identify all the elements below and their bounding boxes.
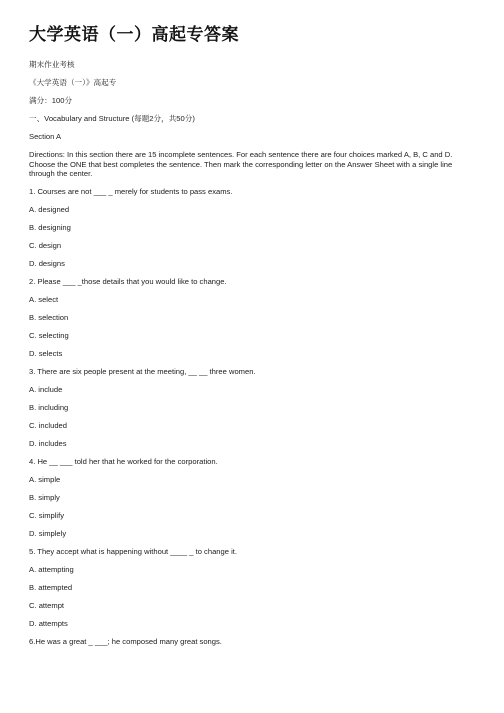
answer-option: D. attempts <box>29 619 68 628</box>
meta-line-exam: 期末作业考核 <box>29 60 75 69</box>
answer-option: A. include <box>29 385 63 394</box>
answer-option: A. simple <box>29 475 61 484</box>
answer-option: A. attempting <box>29 565 74 574</box>
question-list <box>29 187 476 647</box>
answer-option: D. designs <box>29 259 65 268</box>
question-stem: 1. Courses are not ___ _ merely for students to pass exams. <box>29 187 233 196</box>
document-title: 大学英语（一）高起专答案 <box>29 25 239 45</box>
answer-option: B. simply <box>29 493 60 502</box>
question-stem: 5. They accept what is happening without ____ _ to change it. <box>29 547 237 556</box>
answer-option: C. attempt <box>29 601 65 610</box>
section-name: Section A <box>29 132 62 141</box>
question-stem: 3. There are six people present at the meeting, __ __ three women. <box>29 367 256 376</box>
answer-option: B. attempted <box>29 583 73 592</box>
answer-option: C. simplify <box>29 511 65 520</box>
answer-option: B. including <box>29 403 69 412</box>
answer-option: C. selecting <box>29 331 69 340</box>
answer-option: D. selects <box>29 349 63 358</box>
section-heading: 一、Vocabulary and Structure (每题2分，共50分) <box>29 114 195 123</box>
answer-option: D. simplely <box>29 529 67 538</box>
meta-line-course: 《大学英语（一）》高起专 <box>29 78 117 87</box>
answer-option: A. designed <box>29 205 70 214</box>
question-item <box>29 277 476 359</box>
question-item <box>29 187 476 269</box>
question-item <box>29 547 476 629</box>
answer-option: B. designing <box>29 223 71 232</box>
question-stem: 4. He __ ___ told her that he worked for the corporation. <box>29 457 218 466</box>
question-item <box>29 637 476 647</box>
question-stem: 6.He was a great _ ___; he composed many great songs. <box>29 637 222 646</box>
question-stem: 2. Please ___ _those details that you would like to change. <box>29 277 227 286</box>
answer-option: A. select <box>29 295 59 304</box>
section-directions: Directions: In this section there are 15 incomplete sentences. For each sentence there are four choices marked A, B, C and D. Choose the ONE that best completes the sentence. Then mark the corresponding letter on the Answer Sheet with a single line through the center. <box>29 150 455 178</box>
meta-line-score: 满分：100分 <box>29 96 73 105</box>
answer-option: B. selection <box>29 313 69 322</box>
answer-option: C. included <box>29 421 67 430</box>
question-item <box>29 367 476 449</box>
answer-option: D. includes <box>29 439 67 448</box>
question-item <box>29 457 476 539</box>
answer-option: C. design <box>29 241 62 250</box>
